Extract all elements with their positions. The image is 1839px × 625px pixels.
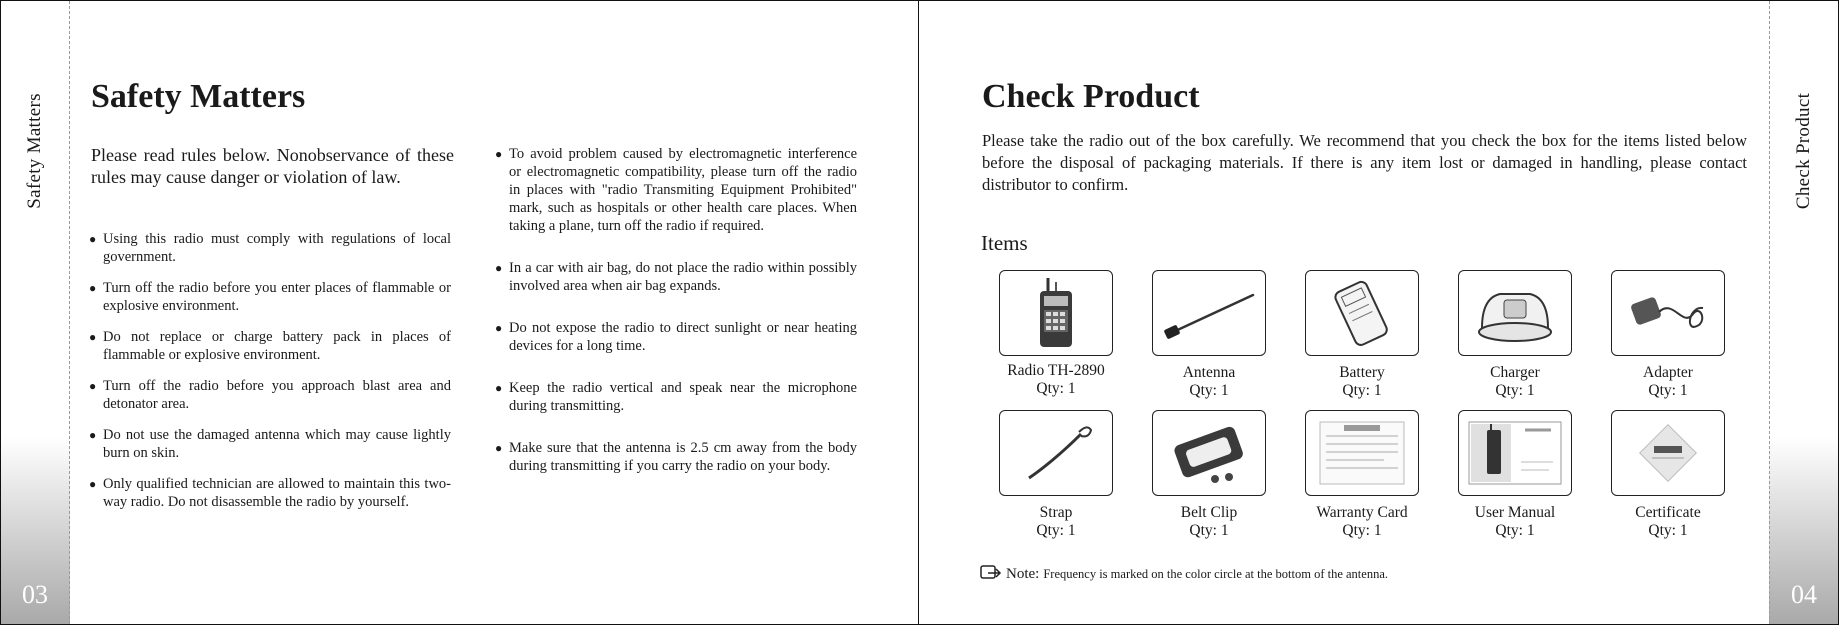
item-certificate [1590, 410, 1746, 540]
item-qty: Qty: 1 [1648, 522, 1688, 539]
item-charger [1437, 270, 1593, 400]
rule-item: ● Make sure that the antenna is 2.5 cm away from the body during transmitting if you carry the radio on your body. [498, 439, 857, 475]
item-battery [1284, 270, 1440, 400]
item-label: Radio TH-2890 [1007, 362, 1105, 379]
rule-item: ● Turn off the radio before you approach blast area and detonator area. [92, 377, 451, 413]
page-spine [918, 1, 919, 624]
rule-item: ● Keep the radio vertical and speak near the microphone during transmitting. [498, 379, 857, 415]
rule-item: ● Turn off the radio before you enter places of flammable or explosive environment. [92, 279, 451, 315]
item-antenna [1131, 270, 1287, 400]
left-side-tab [1, 1, 70, 624]
belt-clip-icon [1152, 410, 1266, 496]
item-radio [978, 270, 1134, 398]
item-qty: Qty: 1 [1189, 522, 1229, 539]
item-label: Battery [1339, 364, 1385, 381]
item-label: Adapter [1643, 364, 1693, 381]
battery-icon [1305, 270, 1419, 356]
item-label: Antenna [1182, 364, 1236, 381]
certificate-icon [1611, 410, 1725, 496]
note-text: Frequency is marked on the color circle at the bottom of the antenna. [1043, 567, 1388, 581]
rule-item: ● To avoid problem caused by electromagnetic interference or electromagnetic compatibility, please turn off the radio in places with "radio Transmiting Equipment Prohibited" mark, such as hospitals or other health care places. When taking a plane, turn off the radio if required. [498, 145, 857, 235]
adapter-icon [1611, 270, 1725, 356]
rule-item: ● Do not use the damaged antenna which may cause lightly burn on skin. [92, 426, 451, 462]
rule-item: ● Do not expose the radio to direct sunlight or near heating devices for a long time. [498, 319, 857, 355]
safety-rules-col1 [92, 230, 451, 511]
item-qty: Qty: 1 [1648, 382, 1688, 399]
safety-intro: Please read rules below. Nonobservance of these rules may cause danger or violation of law. [91, 145, 454, 187]
item-qty: Qty: 1 [1495, 522, 1535, 539]
note-label: Note: [1006, 566, 1040, 582]
item-label: Strap [1039, 504, 1073, 521]
safety-title: Safety Matters [91, 78, 306, 115]
item-qty: Qty: 1 [1036, 380, 1076, 397]
warranty-card-icon [1305, 410, 1419, 496]
item-adapter [1590, 270, 1746, 400]
left-side-title: Safety Matters [24, 93, 45, 209]
item-qty: Qty: 1 [1495, 382, 1535, 399]
right-page-number: 04 [1791, 580, 1817, 609]
item-qty: Qty: 1 [1342, 522, 1382, 539]
item-qty: Qty: 1 [1342, 382, 1382, 399]
rule-item: ● Do not replace or charge battery pack in places of flammable or explosive environment. [92, 328, 451, 364]
item-belt-clip [1131, 410, 1287, 540]
note [980, 564, 1388, 585]
item-label: Warranty Card [1316, 504, 1408, 521]
right-side-title: Check Product [1793, 92, 1815, 210]
item-label: Certificate [1635, 504, 1701, 521]
item-label: User Manual [1474, 504, 1556, 521]
item-user-manual [1437, 410, 1593, 540]
left-page-number: 03 [22, 580, 48, 609]
items-heading: Items [981, 231, 1028, 255]
rule-item: ● Using this radio must comply with regulations of local government. [92, 230, 451, 266]
check-product-intro: Please take the radio out of the box carefully. We recommend that you check the box for the items listed below before the disposal of packaging materials. If there is any item lost or damaged in handling, please contact distributor to confirm. [982, 131, 1747, 194]
item-qty: Qty: 1 [1036, 522, 1076, 539]
strap-icon [999, 410, 1113, 496]
item-label: Charger [1490, 364, 1540, 381]
rule-item: ● Only qualified technician are allowed to maintain this two-way radio. Do not disassemble the radio by yourself. [92, 475, 451, 511]
antenna-icon [1152, 270, 1266, 356]
radio-icon [999, 270, 1113, 356]
item-label: Belt Clip [1180, 504, 1238, 521]
note-icon [980, 564, 1002, 585]
safety-rules-col2 [498, 145, 857, 475]
right-side-tab [1769, 1, 1838, 624]
charger-icon [1458, 270, 1572, 356]
rule-item: ● In a car with air bag, do not place the radio within possibly involved area when air bag expands. [498, 259, 857, 295]
item-strap [978, 410, 1134, 540]
item-warranty-card [1284, 410, 1440, 540]
check-product-title: Check Product [982, 78, 1200, 115]
user-manual-icon [1458, 410, 1572, 496]
item-qty: Qty: 1 [1189, 382, 1229, 399]
